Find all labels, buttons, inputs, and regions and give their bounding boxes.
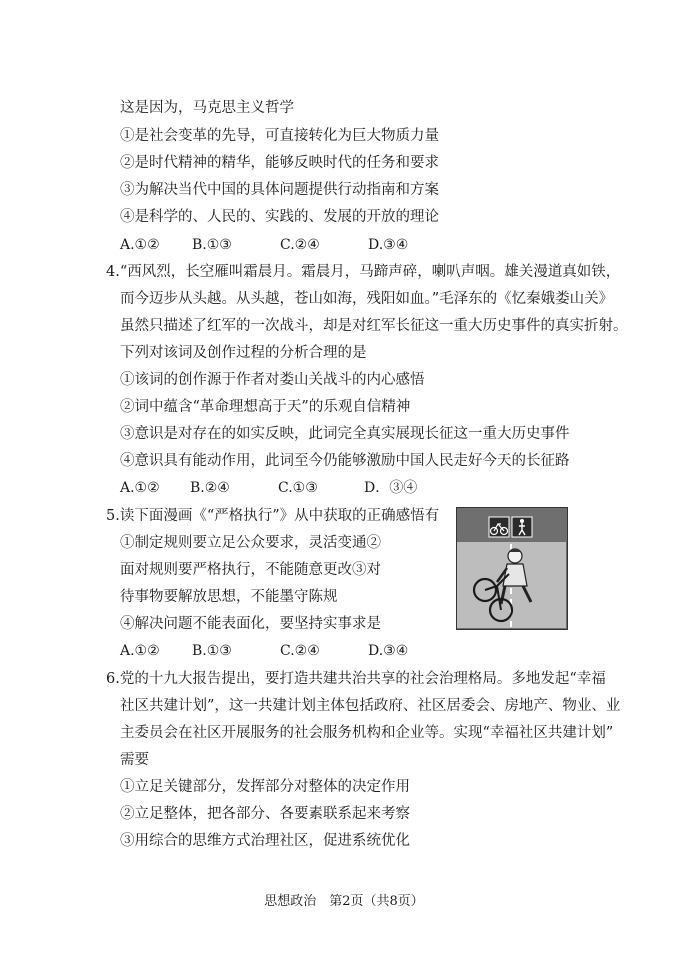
q5-option-d[interactable]: D.③④ [368, 643, 409, 659]
q6-stem-line-2: 社区共建计划”，这一共建计划主体包括政府、社区居委会、房地产、物业、业 [120, 698, 621, 714]
q6-stem-line-1: 6.党的十九大报告提出，要打造共建共治共享的社会治理格局。多地发起“幸福 [106, 671, 606, 687]
q3-item-1: ①是社会变革的先导，可直接转化为巨大物质力量 [120, 128, 439, 144]
q4-stem-line-4: 下列对该词及创作过程的分析合理的是 [120, 345, 367, 361]
q5-line-3: 待事物要解放思想，不能墨守陈规 [120, 589, 338, 605]
q3-option-c[interactable]: C.②④ [280, 237, 320, 253]
q4-stem-line-2: 而今迈步从头越。从头越，苍山如海，残阳如血。”毛泽东的《忆秦娥娄山关》 [120, 291, 614, 307]
page-footer: 思想政治 第2页（共8页） [264, 894, 424, 909]
q4-item-1: ①该词的创作源于作者对娄山关战斗的内心感悟 [120, 372, 425, 388]
q6-stem-line-4: 需要 [120, 752, 149, 768]
cartoon-illustration [456, 507, 568, 630]
q4-option-c[interactable]: C.①③ [278, 480, 318, 496]
q3-item-3: ③为解决当代中国的具体问题提供行动指南和方案 [120, 182, 439, 198]
q6-stem-line-3: 主委员会在社区开展服务的社会服务机构和企业等。实现“幸福社区共建计划” [120, 725, 614, 741]
q5-stem: 5.读下面漫画《“严格执行”》从中获取的正确感悟有 [106, 508, 440, 524]
pedestrian-sign-icon [512, 517, 532, 537]
q4-option-a[interactable]: A.①② [120, 480, 160, 496]
q5-line-1: ①制定规则要立足公众要求，灵活变通② [120, 535, 381, 551]
q6-item-3: ③用综合的思维方式治理社区，促进系统优化 [120, 833, 410, 849]
q3-item-4: ④是科学的、人民的、实践的、发展的开放的理论 [120, 209, 439, 225]
q4-option-d[interactable]: D．③④ [364, 480, 418, 496]
q5-option-c[interactable]: C.②④ [280, 643, 320, 659]
q3-stem: 这是因为，马克思主义哲学 [120, 100, 294, 116]
q4-stem-line-1: 4.“西风烈，长空雁叫霜晨月。霜晨月，马蹄声碎，喇叭声咽。雄关漫道真如铁， [106, 264, 621, 280]
q5-line-4: ④解决问题不能表面化，要坚持实事求是 [120, 616, 381, 632]
q4-item-3: ③意识是对存在的如实反映，此词完全真实展现长征这一重大历史事件 [120, 426, 570, 442]
cartoon-drawing [457, 508, 566, 628]
q3-option-d[interactable]: D.③④ [368, 237, 409, 253]
q5-option-a[interactable]: A.①② [120, 643, 160, 659]
q4-option-b[interactable]: B.②④ [190, 480, 230, 496]
q5-option-b[interactable]: B.①③ [192, 643, 232, 659]
q5-line-2: 面对规则要严格执行，不能随意更改③对 [120, 562, 381, 578]
q3-item-2: ②是时代精神的精华，能够反映时代的任务和要求 [120, 155, 439, 171]
q4-item-4: ④意识具有能动作用，此词至今仍能够激励中国人民走好今天的长征路 [120, 453, 570, 469]
bicycle-sign-icon [489, 517, 509, 537]
q6-item-2: ②立足整体，把各部分、各要素联系起来考察 [120, 806, 410, 822]
q4-item-2: ②词中蕴含“革命理想高于天”的乐观自信精神 [120, 399, 411, 415]
q6-item-1: ①立足关键部分，发挥部分对整体的决定作用 [120, 779, 410, 795]
q3-option-b[interactable]: B.①③ [192, 237, 232, 253]
q4-stem-line-3: 虽然只描述了红军的一次战斗，却是对红军长征这一重大历史事件的真实折射。 [120, 318, 628, 334]
q3-option-a[interactable]: A.①② [120, 237, 160, 253]
